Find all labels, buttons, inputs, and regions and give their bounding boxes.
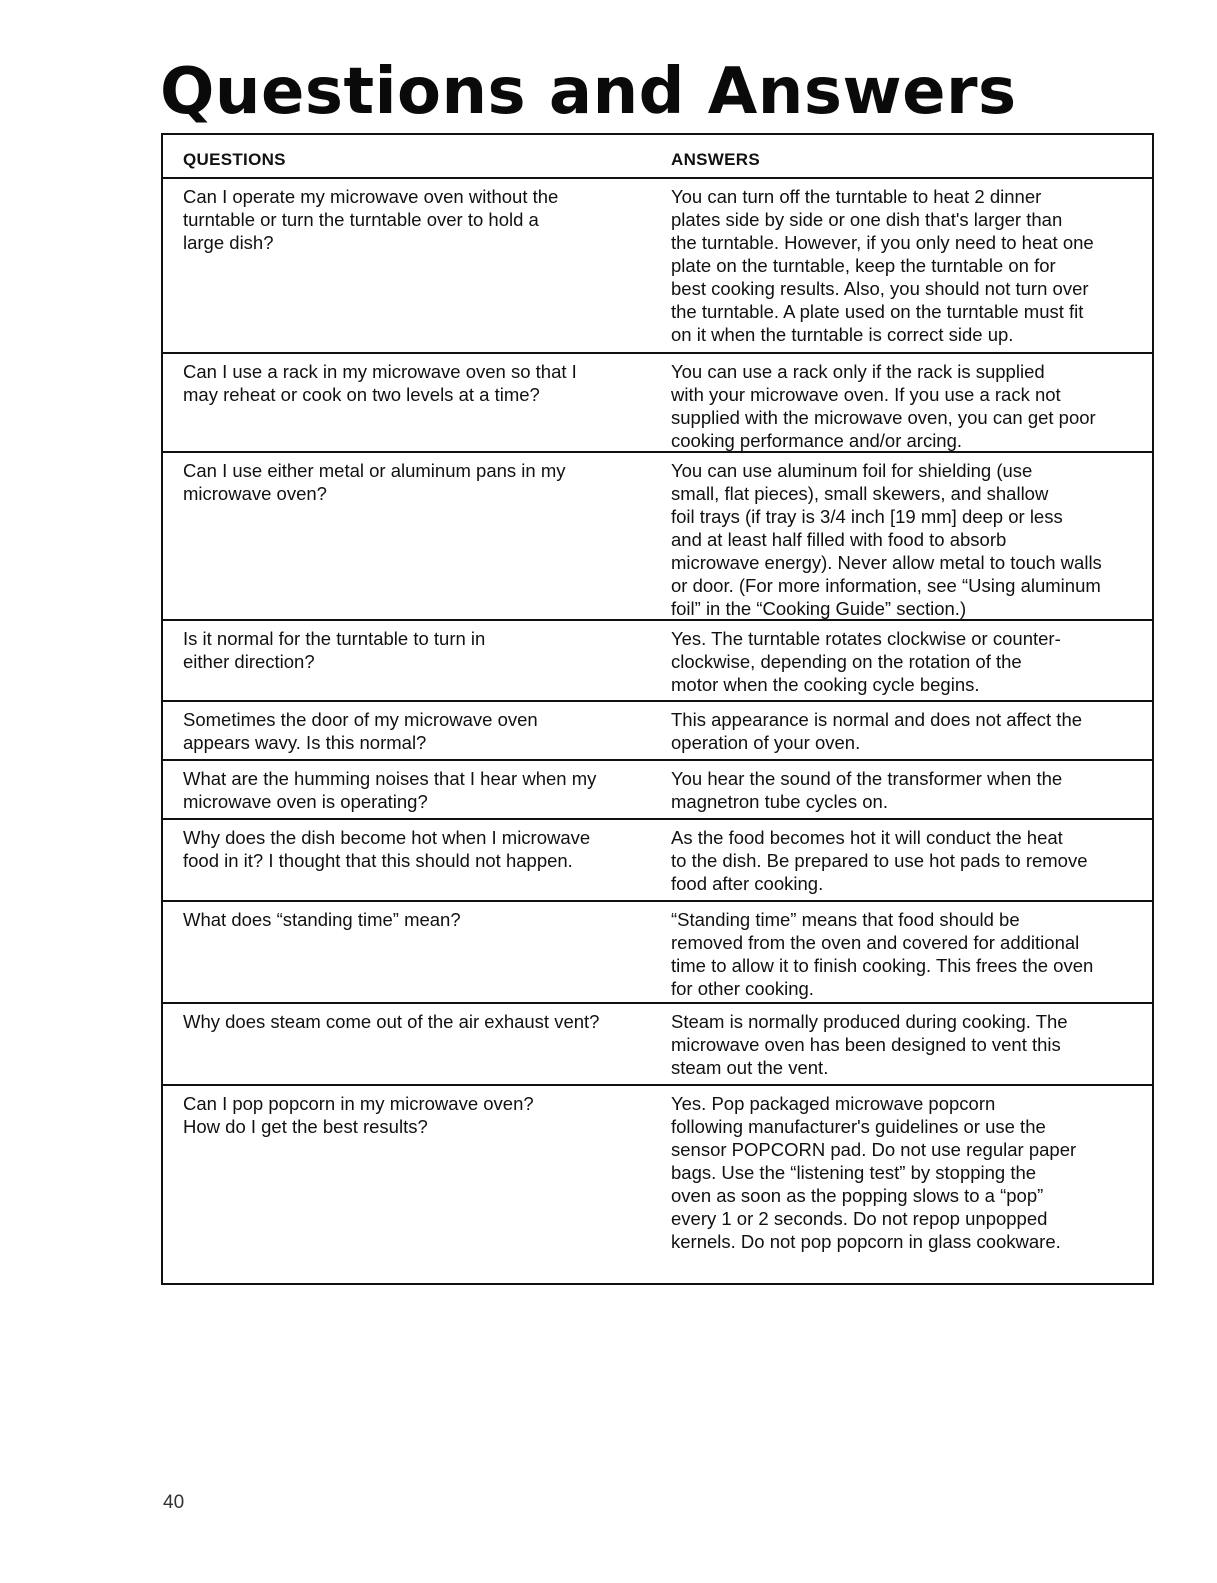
question-cell: Sometimes the door of my microwave oven appears wavy. Is this normal?: [183, 709, 538, 753]
question-cell: Can I use either metal or aluminum pans in my microwave oven?: [183, 460, 566, 504]
answer-cell: You can use a rack only if the rack is supplied with your microwave oven. If you use a rack not supplied with the microwave oven, you can get poor cooking performance and/or arcing.: [671, 361, 1096, 451]
question-cell: Why does the dish become hot when I microwave food in it? I thought that this should not happen.: [183, 827, 591, 871]
answer-cell: You hear the sound of the transformer when the magnetron tube cycles on.: [671, 768, 1063, 812]
answer-cell: You can turn off the turntable to heat 2 dinner plates side by side or one dish that's larger than the turntable. However, if you only need to heat one plate on the turntable, keep the turntable on for best cooking results. Also, you should not turn over the turntable. A plate used on the turntable must fit on it when the turntable is correct side up.: [671, 186, 1094, 345]
answer-cell: This appearance is normal and does not affect the operation of your oven.: [671, 709, 1083, 753]
page-title: Questions and Answers: [160, 55, 1017, 129]
answers-column-header: ANSWERS: [671, 150, 760, 169]
question-cell: Can I use a rack in my microwave oven so that I may reheat or cook on two levels at a time?: [183, 361, 577, 405]
answer-cell: As the food becomes hot it will conduct the heat to the dish. Be prepared to use hot pads to remove food after cooking.: [671, 827, 1088, 894]
questions-column-header: QUESTIONS: [183, 150, 286, 169]
answer-cell: Yes. The turntable rotates clockwise or counter- clockwise, depending on the rotation of the motor when the cooking cycle begins.: [671, 628, 1061, 695]
question-cell: What are the humming noises that I hear when my microwave oven is operating?: [183, 768, 597, 812]
answer-cell: You can use aluminum foil for shielding (use small, flat pieces), small skewers, and shallow foil trays (if tray is 3/4 inch [19 mm] deep or less and at least half filled with food to absorb microwave energy). Never allow metal to touch walls or door. (For more information, see “Using aluminum foil” in the “Cooking Guide” section.): [671, 460, 1102, 619]
answer-cell: “Standing time” means that food should be removed from the oven and covered for additional time to allow it to finish cooking. This frees the oven for other cooking.: [671, 909, 1094, 999]
table-row: [163, 1004, 1152, 1086]
table-row: [163, 902, 1152, 1004]
qa-table: [161, 133, 1154, 1285]
answer-cell: Steam is normally produced during cooking. The microwave oven has been designed to vent this steam out the vent.: [671, 1011, 1068, 1078]
table-row: [163, 702, 1152, 761]
table-row: [163, 453, 1152, 621]
table-row: [163, 820, 1152, 902]
table-row: [163, 179, 1152, 354]
table-header-row: [163, 135, 1152, 179]
question-cell: Can I pop popcorn in my microwave oven? How do I get the best results?: [183, 1093, 534, 1137]
page-number: 40: [163, 1492, 185, 1513]
question-cell: Why does steam come out of the air exhaust vent?: [183, 1011, 600, 1032]
question-cell: Is it normal for the turntable to turn in either direction?: [183, 628, 486, 672]
question-cell: What does “standing time” mean?: [183, 909, 461, 930]
table-row: [163, 354, 1152, 453]
table-row: [163, 761, 1152, 820]
question-cell: Can I operate my microwave oven without the turntable or turn the turntable over to hold a large dish?: [183, 186, 559, 253]
answer-cell: Yes. Pop packaged microwave popcorn following manufacturer's guidelines or use the sensor POPCORN pad. Do not use regular paper bags. Use the “listening test” by stopping the oven as soon as the popping slows to a “pop” every 1 or 2 seconds. Do not repop unpopped kernels. Do not pop popcorn in glass cookware.: [671, 1093, 1077, 1252]
table-row: [163, 1086, 1152, 1283]
table-row: [163, 621, 1152, 702]
